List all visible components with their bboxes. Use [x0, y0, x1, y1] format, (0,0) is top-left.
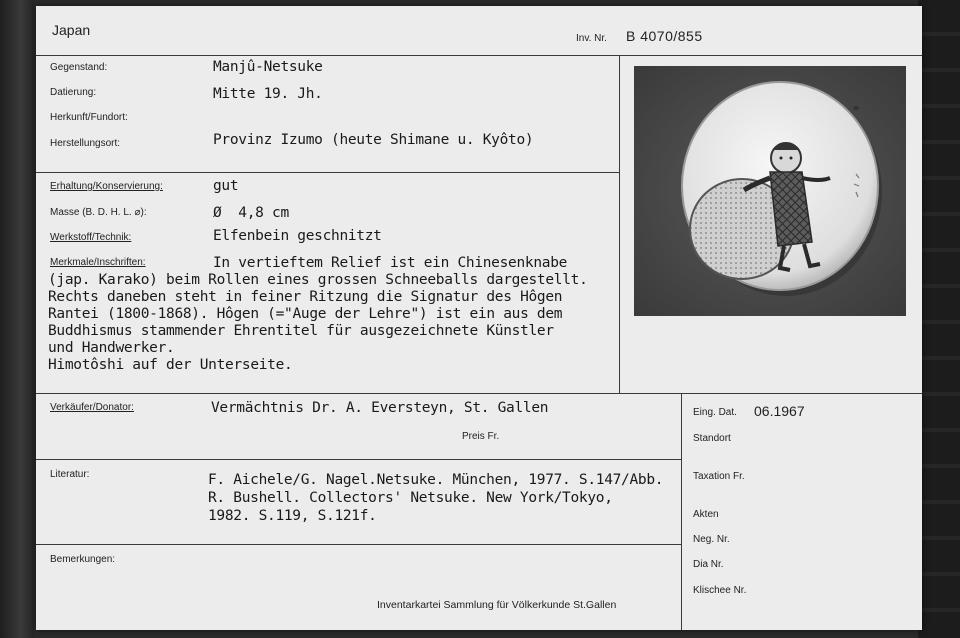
- gegenstand-label: Gegenstand:: [50, 62, 108, 73]
- merkmale-label: Merkmale/Inschriften:: [50, 257, 146, 268]
- eing-dat-label: Eing. Dat.: [693, 407, 737, 418]
- description-line: In vertieftem Relief ist ein Chinesenknabe: [213, 255, 568, 271]
- inv-nr-value: B 4070/855: [626, 28, 703, 44]
- description-line: Buddhismus stammender Ehrentitel für ausgezeichnete Künstler: [48, 323, 554, 339]
- herkunft-label: Herkunft/Fundort:: [50, 112, 128, 123]
- literatur-label: Literatur:: [50, 469, 90, 480]
- herstellungsort-value: Provinz Izumo (heute Shimane u. Kyôto): [213, 132, 534, 148]
- dia-nr-label: Dia Nr.: [693, 559, 724, 570]
- werkstoff-label: Werkstoff/Technik:: [50, 232, 132, 243]
- divider: [36, 172, 619, 173]
- divider: [681, 393, 682, 630]
- literatur-line: 1982. S.119, S.121f.: [208, 508, 377, 524]
- description-line: Himotôshi auf der Unterseite.: [48, 357, 293, 373]
- description-line: Rechts daneben steht in feiner Ritzung die Signatur des Hôgen: [48, 289, 563, 305]
- gegenstand-value: Manjû-Netsuke: [213, 59, 323, 75]
- herstellungsort-label: Herstellungsort:: [50, 138, 121, 149]
- verkaeufer-value: Vermächtnis Dr. A. Eversteyn, St. Gallen: [211, 400, 549, 416]
- divider: [36, 459, 681, 460]
- datierung-label: Datierung:: [50, 87, 97, 98]
- bemerkungen-label: Bemerkungen:: [50, 554, 116, 565]
- werkstoff-value: Elfenbein geschnitzt: [213, 228, 382, 244]
- standort-label: Standort: [693, 433, 731, 444]
- erhaltung-value: gut: [213, 178, 239, 194]
- masse-label: Masse (B. D. H. L. ⌀):: [50, 207, 147, 218]
- divider: [36, 55, 922, 56]
- datierung-value: Mitte 19. Jh.: [213, 86, 323, 102]
- description-line: (jap. Karako) beim Rollen eines grossen Schneeballs dargestellt.: [48, 272, 588, 288]
- erhaltung-label: Erhaltung/Konservierung:: [50, 181, 163, 192]
- description-line: Rantei (1800-1868). Hôgen (="Auge der Lehre") ist ein aus dem: [48, 306, 563, 322]
- preis-label: Preis Fr.: [462, 431, 500, 442]
- verkaeufer-label: Verkäufer/Donator:: [50, 402, 134, 413]
- masse-value: Ø 4,8 cm: [213, 205, 289, 221]
- neg-nr-label: Neg. Nr.: [693, 534, 730, 545]
- taxation-label: Taxation Fr.: [693, 471, 745, 482]
- divider: [619, 55, 620, 393]
- literatur-line: R. Bushell. Collectors' Netsuke. New York/Tokyo,: [208, 490, 613, 506]
- description-line: und Handwerker.: [48, 340, 175, 356]
- divider: [36, 393, 922, 394]
- netsuke-image: [634, 66, 906, 316]
- scan-edge-left: [0, 0, 34, 638]
- scan-edge-right: [918, 0, 960, 638]
- institution-footer: Inventarkartei Sammlung für Völkerkunde St.Gallen: [377, 599, 617, 611]
- inventory-card: [36, 6, 922, 630]
- inv-nr-label: Inv. Nr.: [576, 33, 607, 44]
- klischee-nr-label: Klischee Nr.: [693, 585, 747, 596]
- akten-label: Akten: [693, 509, 719, 520]
- literatur-line: F. Aichele/G. Nagel.Netsuke. München, 1977. S.147/Abb.: [208, 472, 664, 488]
- object-photo: [634, 66, 906, 316]
- eing-dat-value: 06.1967: [754, 403, 805, 419]
- divider: [36, 544, 681, 545]
- country-label: Japan: [52, 22, 91, 38]
